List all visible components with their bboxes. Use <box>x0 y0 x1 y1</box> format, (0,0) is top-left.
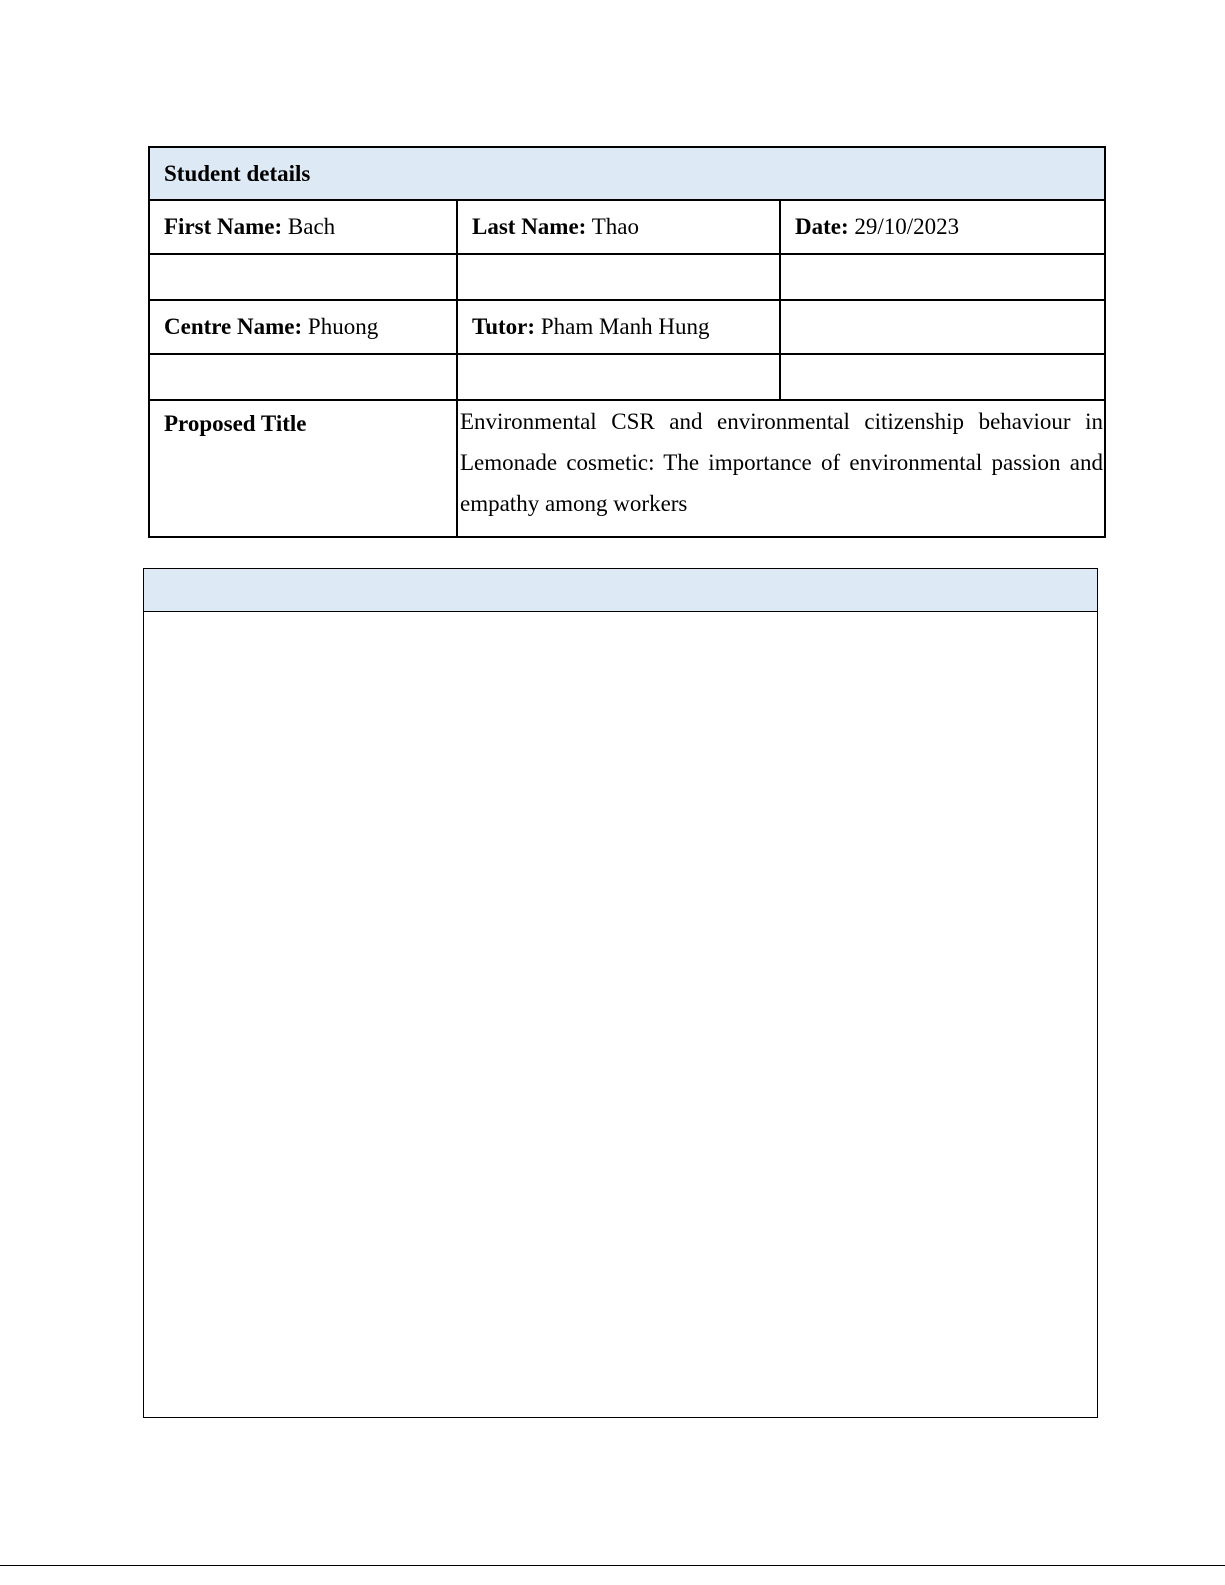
first-name-value: Bach <box>287 214 336 239</box>
empty-content-box <box>143 568 1098 1418</box>
first-name-cell <box>149 200 457 254</box>
date-label: Date: <box>795 214 849 239</box>
student-details-table <box>148 146 1106 538</box>
date-cell <box>780 200 1105 254</box>
blank-cell <box>457 254 780 300</box>
proposed-title-value: Environmental CSR and environmental citizenship behaviour in Lemonade cosmetic: The importance of environmental passion and empathy among workers <box>457 400 1105 537</box>
date-value: 29/10/2023 <box>854 214 960 239</box>
last-name-cell <box>457 200 780 254</box>
blank-cell <box>780 254 1105 300</box>
empty-content-box-header <box>144 569 1097 612</box>
centre-name-label: Centre Name: <box>164 314 303 339</box>
page-bottom-rule <box>0 1565 1225 1566</box>
student-details-header-row <box>149 147 1105 200</box>
tutor-cell <box>457 300 780 354</box>
name-date-row <box>149 200 1105 254</box>
blank-cell <box>780 354 1105 400</box>
tutor-value: Pham Manh Hung <box>540 314 710 339</box>
first-name-label: First Name: <box>164 214 283 239</box>
last-name-value: Thao <box>591 214 639 239</box>
centre-name-cell <box>149 300 457 354</box>
student-details-header: Student details <box>149 147 1105 200</box>
proposed-title-label: Proposed Title <box>149 400 457 537</box>
centre-name-value: Phuong <box>307 314 379 339</box>
blank-row-2 <box>149 354 1105 400</box>
blank-cell <box>457 354 780 400</box>
proposed-title-row <box>149 400 1105 537</box>
blank-cell <box>780 300 1105 354</box>
tutor-label: Tutor: <box>472 314 536 339</box>
centre-tutor-row <box>149 300 1105 354</box>
blank-row-1 <box>149 254 1105 300</box>
blank-cell <box>149 254 457 300</box>
blank-cell <box>149 354 457 400</box>
last-name-label: Last Name: <box>472 214 587 239</box>
